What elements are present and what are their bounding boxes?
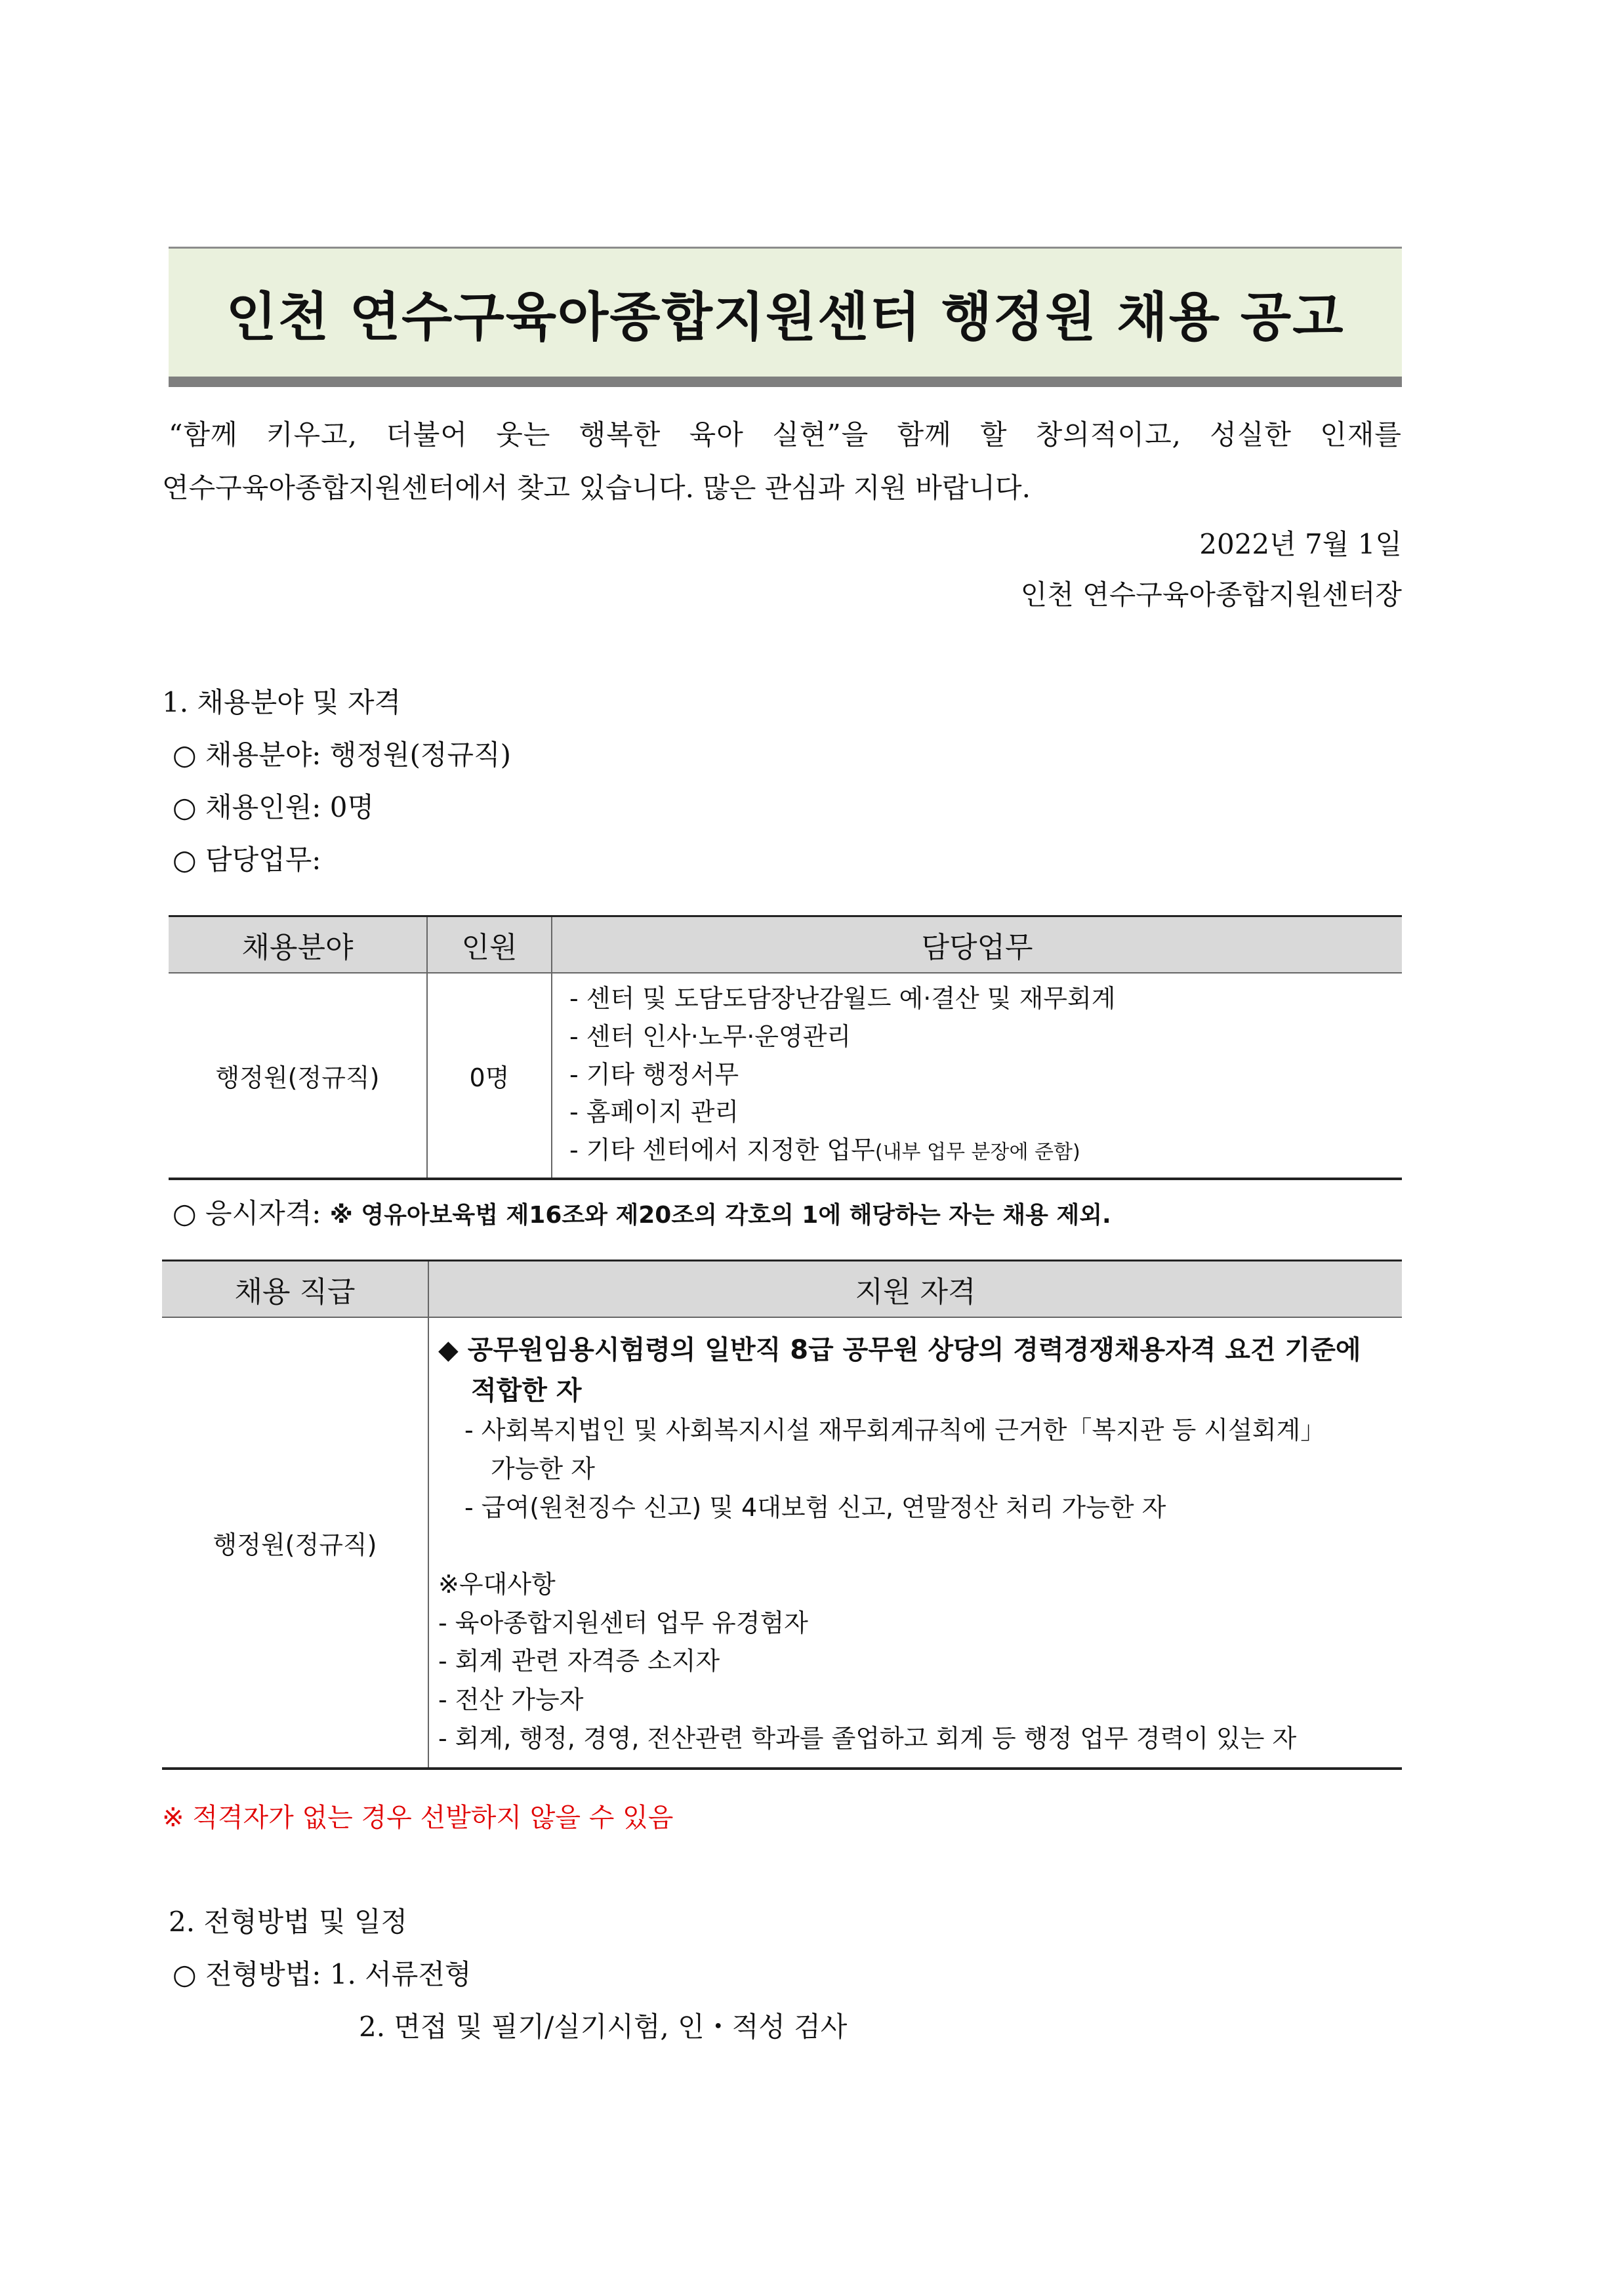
main-requirement-line: ◆ 공무원임용시험령의 일반직 8급 공무원 상당의 경력경쟁채용자격 요건 기준에 xyxy=(438,1335,1361,1365)
sub-requirement: - 사회복지법인 및 사회복지시설 재무회계규칙에 근거한「복지관 등 시설회계」 xyxy=(464,1416,1326,1445)
selection-method: ○ 전형방법: 1. 서류전형 xyxy=(173,1958,472,1990)
duties-table-header: 인원 xyxy=(427,916,552,974)
sub-requirement: 가능한 자 xyxy=(491,1454,595,1483)
recruit-field: ○ 채용분야: 행정원(정규직) xyxy=(173,739,511,771)
duty-item: - 기타 센터에서 지정한 업무(내부 업무 분장에 준함) xyxy=(569,1136,1080,1164)
count-cell: 0명 xyxy=(427,973,552,1179)
qualification-cell xyxy=(428,1317,1402,1769)
selection-warning: ※ 적격자가 없는 경우 선발하지 않을 수 있음 xyxy=(162,1803,674,1833)
intro-line-2: 연수구육아종합지원센터에서 찾고 있습니다. 많은 관심과 지원 바랍니다. xyxy=(162,472,1031,504)
table-row xyxy=(162,1317,1402,1769)
qualification-table xyxy=(162,1260,1402,1770)
sub-requirement: - 급여(원천징수 신고) 및 4대보험 신고, 연말정산 처리 가능한 자 xyxy=(464,1492,1166,1522)
duty-item: - 센터 인사·노무·운영관리 xyxy=(569,1021,852,1051)
duty-note: (내부 업무 분장에 준함) xyxy=(874,1141,1080,1164)
position-cell: 행정원(정규직) xyxy=(169,973,427,1179)
intro-line-1: “함께 키우고, 더불어 웃는 행복한 육아 실현”을 함께 할 창의적이고, 성실한 인재를 xyxy=(169,419,1402,451)
duties-table-header: 채용분야 xyxy=(169,916,427,974)
qualification-table-header: 지원 자격 xyxy=(428,1261,1402,1318)
duties-table-header: 담당업무 xyxy=(552,916,1402,974)
main-requirement-line: 적합한 자 xyxy=(471,1376,582,1406)
section-2-heading: 2. 전형방법 및 일정 xyxy=(169,1906,408,1938)
notice-date: 2022년 7월 1일 xyxy=(1199,528,1402,560)
preference-item: - 육아종합지원센터 업무 유경험자 xyxy=(438,1608,808,1637)
selection-method-step-2: 2. 면접 및 필기/실기시험, 인・적성 검사 xyxy=(359,2011,848,2043)
preference-item: - 전산 가능자 xyxy=(438,1685,584,1715)
preference-item: - 회계, 행정, 경영, 전산관련 학과를 졸업하고 회계 등 행정 업무 경력이 있는 자 xyxy=(438,1724,1297,1753)
duty-item: - 홈페이지 관리 xyxy=(569,1097,739,1127)
page-title: 인천 연수구육아종합지원센터 행정원 채용 공고 xyxy=(226,287,1345,348)
duty-item: - 센터 및 도담도담장난감월드 예·결산 및 재무회계 xyxy=(569,984,1116,1013)
eligibility-note: ※ 영유아보육법 제16조와 제20조의 각호의 1에 해당하는 자는 채용 제외. xyxy=(329,1202,1111,1229)
qualification-position-cell: 행정원(정규직) xyxy=(162,1317,428,1769)
section-1-heading: 1. 채용분야 및 자격 xyxy=(162,686,401,718)
eligibility-row xyxy=(173,1197,1111,1230)
eligibility-label: ○ 응시자격: xyxy=(173,1197,321,1229)
duties-label: ○ 담당업무: xyxy=(173,844,321,876)
duties-cell xyxy=(552,973,1402,1179)
qualification-table-header: 채용 직급 xyxy=(162,1261,428,1318)
table-row xyxy=(169,973,1402,1179)
preference-title: ※우대사항 xyxy=(438,1569,556,1599)
duties-table xyxy=(169,915,1402,1180)
duty-item: - 기타 행정서무 xyxy=(569,1059,739,1089)
issuer-name: 인천 연수구육아종합지원센터장 xyxy=(1020,579,1402,611)
preference-item: - 회계 관련 자격증 소지자 xyxy=(438,1647,720,1676)
recruit-headcount: ○ 채용인원: 0명 xyxy=(173,791,375,823)
title-banner xyxy=(169,247,1402,387)
